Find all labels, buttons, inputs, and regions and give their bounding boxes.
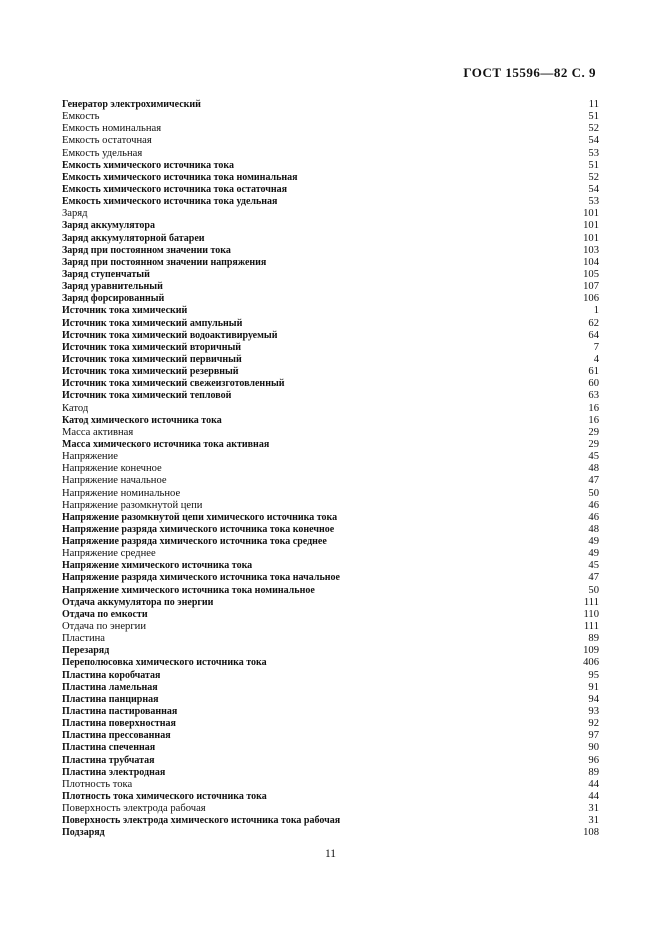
index-entry	[62, 366, 599, 378]
index-entry	[62, 354, 599, 366]
index-entry	[62, 184, 599, 196]
index-entry	[62, 160, 599, 172]
index-term: Напряжение химического источника тока	[62, 560, 253, 572]
index-page-number: 110	[583, 608, 599, 620]
index-page-number: 89	[588, 766, 599, 778]
index-term: Заряд ступенчатый	[62, 268, 150, 280]
index-page-number: 45	[588, 451, 599, 463]
index-entry	[62, 293, 599, 305]
index-term: Масса химического источника тока активная	[62, 438, 270, 450]
index-page-number: 103	[583, 244, 599, 256]
index-page-number: 95	[588, 669, 599, 681]
index-page-number: 105	[583, 268, 599, 280]
index-entry	[62, 439, 599, 451]
page-number: 11	[324, 848, 337, 860]
index-page-number: 16	[588, 414, 599, 426]
index-entry	[62, 682, 599, 694]
index-term: Пластина прессованная	[62, 730, 171, 742]
index-term: Отдача по энергии	[62, 621, 146, 633]
index-entry	[62, 172, 599, 184]
index-entry	[62, 123, 599, 135]
index-page-number: 109	[583, 645, 599, 657]
index-entry	[62, 536, 599, 548]
index-term: Источник тока химический вторичный	[62, 341, 242, 353]
index-term: Заряд уравнительный	[62, 281, 163, 293]
index-term: Напряжение номинальное	[62, 487, 181, 499]
index-entry	[62, 524, 599, 536]
index-entry	[62, 645, 599, 657]
index-term: Емкость	[62, 111, 100, 123]
index-entry	[62, 742, 599, 754]
index-page-number: 7	[593, 341, 599, 353]
index-term: Плотность тока	[62, 778, 133, 790]
index-term: Пластина спеченная	[62, 742, 156, 754]
index-term: Пластина электродная	[62, 766, 166, 778]
index-page-number: 89	[588, 633, 599, 645]
index-term: Перезаряд	[62, 645, 110, 657]
index-entry	[62, 670, 599, 682]
index-entry	[62, 779, 599, 791]
index-page-number: 64	[588, 329, 599, 341]
index-term: Емкость химического источника тока номинальная	[62, 171, 298, 183]
index-page-number: 62	[588, 317, 599, 329]
index-page-number: 48	[588, 523, 599, 535]
index-page-number: 51	[588, 159, 599, 171]
index-page-number: 54	[588, 183, 599, 195]
index-entry	[62, 791, 599, 803]
index-term: Пластина ламельная	[62, 681, 158, 693]
index-page-number: 108	[583, 827, 599, 839]
index-page-number: 50	[588, 487, 599, 499]
index-term: Поверхность электрода рабочая	[62, 803, 206, 815]
index-term: Напряжение начальное	[62, 475, 167, 487]
index-page-number: 406	[583, 657, 599, 669]
index-page-number: 101	[583, 220, 599, 232]
index-page-number: 16	[588, 402, 599, 414]
index-term: Источник тока химический первичный	[62, 353, 242, 365]
index-page-number: 63	[588, 390, 599, 402]
index-term: Источник тока химический	[62, 305, 188, 317]
index-entry	[62, 233, 599, 245]
index-entry	[62, 111, 599, 123]
index-entry	[62, 718, 599, 730]
index-entry	[62, 208, 599, 220]
index-page-number: 46	[588, 511, 599, 523]
index-entry	[62, 390, 599, 402]
index-page-number: 49	[588, 536, 599, 548]
index-page-number: 52	[588, 171, 599, 183]
index-entry	[62, 99, 599, 111]
index-entry	[62, 609, 599, 621]
index-term: Пластина панцирная	[62, 693, 159, 705]
term-index	[62, 99, 599, 840]
index-term: Емкость химического источника тока удельная	[62, 196, 278, 208]
index-term: Генератор электрохимический	[62, 99, 201, 110]
index-page-number: 90	[588, 742, 599, 754]
index-page-number: 96	[588, 754, 599, 766]
index-page-number: 44	[588, 778, 599, 790]
index-term: Напряжение разомкнутой цепи	[62, 499, 203, 511]
index-entry	[62, 803, 599, 815]
index-entry	[62, 378, 599, 390]
index-entry	[62, 572, 599, 584]
index-entry	[62, 694, 599, 706]
index-term: Подзаряд	[62, 827, 105, 839]
index-page-number: 91	[588, 681, 599, 693]
index-entry	[62, 512, 599, 524]
index-entry	[62, 305, 599, 317]
index-term: Источник тока химический ампульный	[62, 317, 243, 329]
index-term: Пластина пастированная	[62, 706, 178, 718]
index-page-number: 47	[588, 475, 599, 487]
index-entry	[62, 220, 599, 232]
index-page-number: 101	[583, 232, 599, 244]
index-page-number: 52	[588, 123, 599, 135]
index-entry	[62, 621, 599, 633]
index-entry	[62, 245, 599, 257]
index-entry	[62, 196, 599, 208]
index-entry	[62, 500, 599, 512]
index-page-number: 54	[588, 135, 599, 147]
index-term: Источник тока химический тепловой	[62, 390, 232, 402]
index-entry	[62, 330, 599, 342]
index-page-number: 11	[588, 99, 599, 110]
index-page-number: 93	[588, 706, 599, 718]
index-page-number: 107	[583, 281, 599, 293]
index-term: Плотность тока химического источника тока	[62, 791, 267, 803]
index-entry	[62, 755, 599, 767]
index-term: Заряд форсированный	[62, 293, 165, 305]
index-page-number: 45	[588, 560, 599, 572]
index-term: Источник тока химический свежеизготовленный	[62, 378, 285, 390]
index-page-number: 94	[588, 693, 599, 705]
index-term: Емкость удельная	[62, 147, 143, 159]
index-page-number: 111	[583, 596, 599, 608]
index-term: Заряд при постоянном значении напряжения	[62, 256, 267, 268]
index-entry	[62, 463, 599, 475]
index-term: Емкость химического источника тока	[62, 159, 235, 171]
index-term: Катод	[62, 402, 89, 414]
index-term: Переполюсовка химического источника тока	[62, 657, 267, 669]
index-page-number: 97	[588, 730, 599, 742]
index-term: Напряжение разомкнутой цепи химического источника тока	[62, 511, 338, 523]
index-entry	[62, 597, 599, 609]
index-term: Заряд аккумуляторной батареи	[62, 232, 205, 244]
index-term: Пластина трубчатая	[62, 754, 155, 766]
index-entry	[62, 403, 599, 415]
index-entry	[62, 135, 599, 147]
index-term: Поверхность электрода химического источника тока рабочая	[62, 815, 341, 827]
index-term: Напряжение конечное	[62, 463, 162, 475]
index-entry	[62, 342, 599, 354]
index-term: Пластина	[62, 633, 106, 645]
index-page-number: 111	[583, 621, 599, 633]
index-term: Заряд аккумулятора	[62, 220, 155, 232]
index-page-number: 4	[593, 353, 599, 365]
index-page-number: 51	[588, 111, 599, 123]
index-term: Катод химического источника тока	[62, 414, 222, 426]
index-page-number: 53	[588, 147, 599, 159]
index-page-number: 44	[588, 791, 599, 803]
index-entry	[62, 585, 599, 597]
index-entry	[62, 767, 599, 779]
index-term: Емкость остаточная	[62, 135, 152, 147]
index-entry	[62, 257, 599, 269]
index-page-number: 53	[588, 196, 599, 208]
index-entry	[62, 827, 599, 839]
index-term: Пластина поверхностная	[62, 718, 176, 730]
index-entry	[62, 633, 599, 645]
index-page-number: 48	[588, 463, 599, 475]
index-term: Напряжение	[62, 451, 118, 463]
index-term: Отдача по емкости	[62, 608, 148, 620]
index-entry	[62, 706, 599, 718]
index-page-number: 1	[593, 305, 599, 317]
index-entry	[62, 560, 599, 572]
index-page-number: 60	[588, 378, 599, 390]
index-entry	[62, 318, 599, 330]
index-term: Источник тока химический водоактивируемый	[62, 329, 278, 341]
index-term: Напряжение химического источника тока номинальное	[62, 584, 315, 596]
index-term: Напряжение среднее	[62, 548, 156, 560]
index-term: Емкость химического источника тока остаточная	[62, 183, 288, 195]
index-entry	[62, 475, 599, 487]
index-term: Масса активная	[62, 426, 134, 438]
index-page-number: 61	[588, 366, 599, 378]
index-entry	[62, 415, 599, 427]
index-entry	[62, 148, 599, 160]
index-entry	[62, 730, 599, 742]
index-term: Напряжение разряда химического источника тока среднее	[62, 536, 327, 548]
index-term: Напряжение разряда химического источника тока начальное	[62, 572, 340, 584]
index-page-number: 29	[588, 426, 599, 438]
index-term: Пластина коробчатая	[62, 669, 161, 681]
index-term: Отдача аккумулятора по энергии	[62, 596, 214, 608]
index-page-number: 29	[588, 438, 599, 450]
index-page-number: 50	[588, 584, 599, 596]
index-entry	[62, 451, 599, 463]
index-entry	[62, 488, 599, 500]
index-page-number: 46	[588, 499, 599, 511]
index-term: Заряд	[62, 208, 88, 220]
index-term: Заряд при постоянном значении тока	[62, 244, 231, 256]
index-term: Напряжение разряда химического источника тока конечное	[62, 523, 335, 535]
index-page-number: 92	[588, 718, 599, 730]
index-entry	[62, 657, 599, 669]
index-page-number: 47	[588, 572, 599, 584]
index-term: Источник тока химический резервный	[62, 366, 239, 378]
index-entry	[62, 815, 599, 827]
index-entry	[62, 427, 599, 439]
index-entry	[62, 281, 599, 293]
page-header: ГОСТ 15596—82 С. 9	[463, 65, 596, 80]
index-page-number: 49	[588, 548, 599, 560]
index-page-number: 31	[588, 815, 599, 827]
index-page-number: 106	[583, 293, 599, 305]
index-entry	[62, 269, 599, 281]
index-entry	[62, 548, 599, 560]
index-term: Емкость номинальная	[62, 123, 162, 135]
index-page-number: 31	[588, 803, 599, 815]
index-page-number: 101	[583, 208, 599, 220]
index-page-number: 104	[583, 256, 599, 268]
